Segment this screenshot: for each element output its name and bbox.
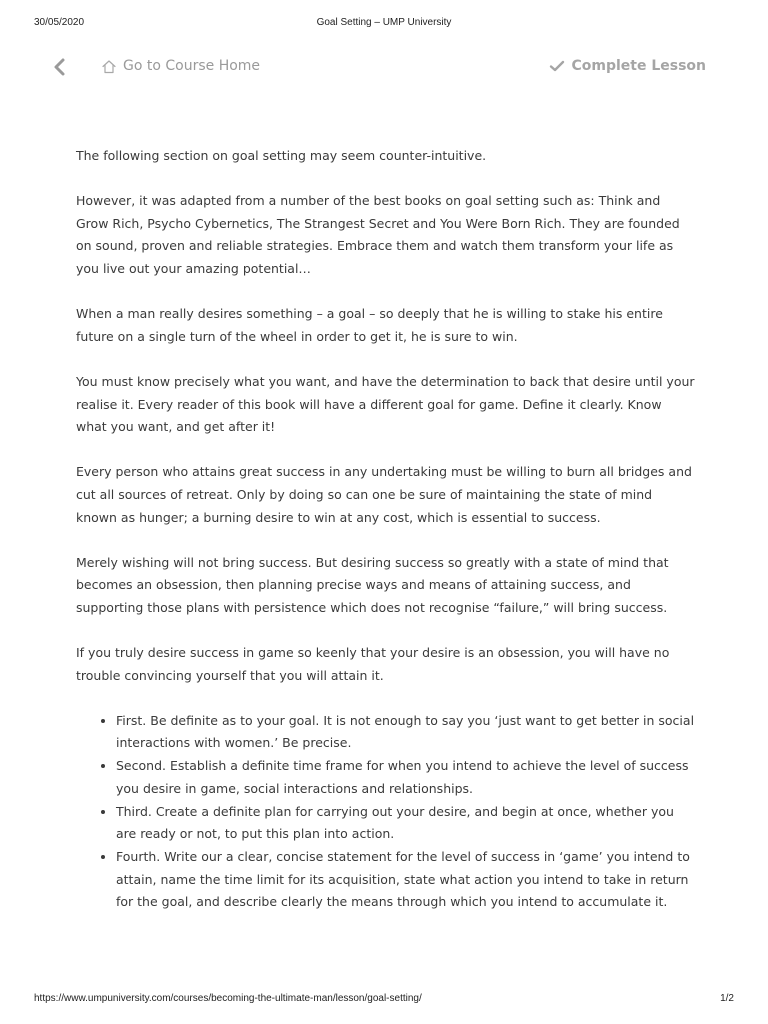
print-page-number: 1/2 xyxy=(720,993,734,1004)
lesson-paragraph: Merely wishing will not bring success. But desiring success so greatly with a state of mind that becomes an obsession, then planning precise ways and means of attaining success, and supporting those plans with persistence which does not recognise “failure,” will bring success. xyxy=(76,554,669,616)
goal-steps-list xyxy=(76,710,696,914)
print-page-title: Goal Setting – UMP University xyxy=(316,17,452,28)
list-item: • Fourth. Write our a clear, concise statement for the level of success in ‘game’ you intend to attain, name the time limit for its acquisition, state what action you intend to take in return for the goal, and describe clearly the means through which you intend to accumulate it. xyxy=(116,846,696,914)
home-icon xyxy=(101,59,117,74)
back-button[interactable] xyxy=(48,55,70,79)
lesson-content xyxy=(76,145,696,914)
lesson-paragraph: Every person who attains great success in any undertaking must be willing to burn all bridges and cut all sources of retreat. Only by doing so can one be sure of maintaining the state of mind known as hunger; a burning desire to win at any cost, which is essential to success. xyxy=(76,464,692,525)
complete-lesson-label: Complete Lesson xyxy=(571,58,706,74)
lesson-nav-bar xyxy=(0,50,768,84)
list-item: • Third. Create a definite plan for carrying out your desire, and begin at once, whether you are ready or not, to put this plan into action. xyxy=(116,801,696,846)
chevron-left-icon xyxy=(48,55,70,79)
list-item: • Second. Establish a definite time frame for when you intend to achieve the level of success you desire in game, social interactions and relationships. xyxy=(116,755,696,800)
course-home-label: Go to Course Home xyxy=(123,58,261,74)
lesson-paragraph: When a man really desires something – a goal – so deeply that he is willing to stake his entire future on a single turn of the wheel in order to get it, he is sure to win. xyxy=(76,306,663,344)
course-home-link[interactable] xyxy=(101,58,260,74)
print-header xyxy=(0,17,768,31)
checkmark-icon xyxy=(549,59,565,73)
print-date: 30/05/2020 xyxy=(34,17,85,28)
lesson-paragraph: The following section on goal setting may seem counter-intuitive. xyxy=(76,148,487,163)
lesson-paragraph: You must know precisely what you want, and have the determination to back that desire until your realise it. Every reader of this book will have a different goal for game. Define it clearly. Know what you want, and get after it! xyxy=(76,373,695,435)
lesson-paragraph: However, it was adapted from a number of the best books on goal setting such as: Think and Grow Rich, Psycho Cybernetics, The Strangest Secret and You Were Born Rich. They are founded on sound, proven and reliable strategies. Embrace them and watch them transform your life as you live out your amazing potential… xyxy=(76,193,680,277)
print-url: https://www.umpuniversity.com/courses/becoming-the-ultimate-man/lesson/goal-setting/ xyxy=(34,993,422,1004)
lesson-paragraph: If you truly desire success in game so keenly that your desire is an obsession, you will have no trouble convincing yourself that you will attain it. xyxy=(76,645,670,683)
list-item: • First. Be definite as to your goal. It is not enough to say you ‘just want to get better in social interactions with women.’ Be precise. xyxy=(116,710,696,755)
print-footer xyxy=(0,993,768,1007)
complete-lesson-button[interactable] xyxy=(549,58,706,74)
